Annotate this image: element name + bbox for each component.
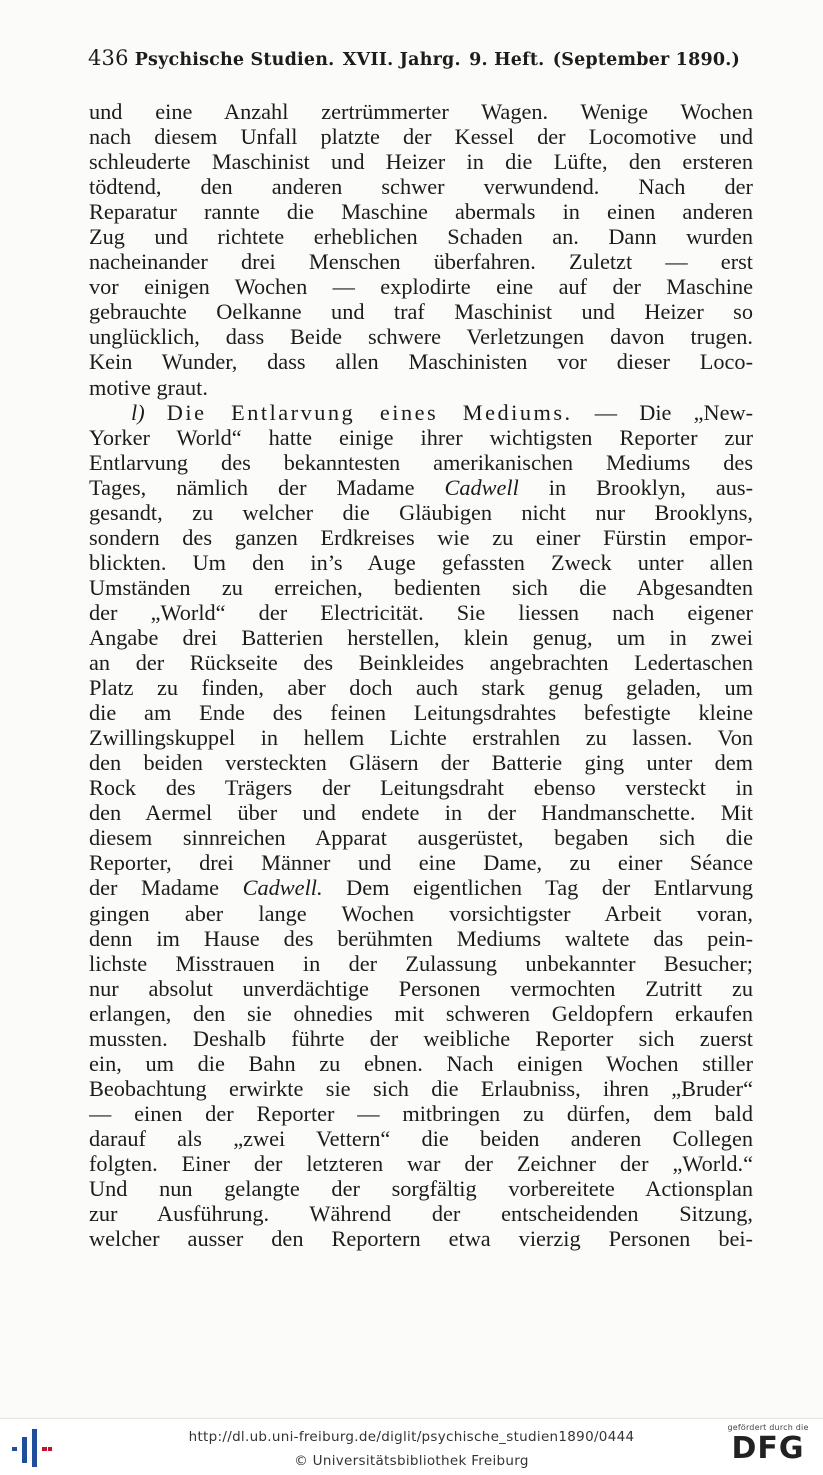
section-heading-rest: — Die „New- bbox=[594, 399, 753, 425]
text-line: blickten. Um den in’s Auge gefassten Zweck unter allen bbox=[89, 549, 753, 575]
text-line: Yorker World“ hatte einige ihrer wichtigsten Reporter zur bbox=[89, 424, 753, 450]
text-line: schleuderte Maschinist und Heizer in die Lüfte, den ersteren bbox=[89, 149, 753, 175]
issue-label: 9. Heft. bbox=[469, 50, 545, 70]
text-line: Entlarvung des bekanntesten amerikanischen Mediums des bbox=[89, 449, 753, 475]
text-line: nacheinander drei Menschen überfahren. Zuletzt — erst bbox=[89, 249, 753, 275]
text-line: tödtend, den anderen schwer verwundend. Nach der bbox=[89, 174, 753, 200]
text-line: an der Rückseite des Beinkleides angebrachten Ledertaschen bbox=[89, 650, 753, 676]
text-line: denn im Hause des berühmten Mediums waltete das pein- bbox=[89, 925, 753, 951]
text-line: Reparatur rannte die Maschine abermals in einen anderen bbox=[89, 199, 753, 225]
text-line: Beobachtung erwirkte sie sich die Erlaubniss, ihren „Bruder“ bbox=[89, 1075, 753, 1101]
text-fragment: Tages, nämlich der Madame bbox=[89, 474, 445, 500]
text-line: Kein Wunder, dass allen Maschinisten vor dieser Loco- bbox=[89, 349, 753, 375]
body-text bbox=[89, 99, 753, 1251]
text-line-cadwell bbox=[89, 875, 753, 900]
volume-label: XVII. Jahrg. bbox=[342, 50, 461, 70]
text-line: der „World“ der Electricität. Sie liessen nach eigener bbox=[89, 599, 753, 625]
text-line: ein, um die Bahn zu ebnen. Nach einigen Wochen stiller bbox=[89, 1050, 753, 1076]
text-line: Umständen zu erreichen, bedienten sich die Abgesandten bbox=[89, 574, 753, 600]
text-line: unglücklich, dass Beide schwere Verletzungen davon trugen. bbox=[89, 324, 753, 350]
text-line: den beiden versteckten Gläsern der Batterie ging unter dem bbox=[89, 750, 753, 776]
dfg-logo bbox=[723, 1423, 813, 1473]
text-line: vor einigen Wochen — explodirte eine auf der Maschine bbox=[89, 274, 753, 300]
text-line: Reporter, drei Männer und eine Dame, zu einer Séance bbox=[89, 850, 753, 876]
text-line: Zug und richtete erheblichen Schaden an. Dann wurden bbox=[89, 224, 753, 250]
text-line: gesandt, zu welcher die Gläubigen nicht nur Brooklyns, bbox=[89, 499, 753, 525]
text-line: folgten. Einer der letzteren war der Zeichner der „World.“ bbox=[89, 1150, 753, 1176]
text-line: sondern des ganzen Erdkreises wie zu einer Fürstin empor- bbox=[89, 524, 753, 550]
medium-name: Cadwell bbox=[444, 474, 519, 500]
text-line: Zwillingskuppel in hellem Lichte erstrahlen zu lassen. Von bbox=[89, 725, 753, 751]
text-line: mussten. Deshalb führte der weibliche Reporter sich zuerst bbox=[89, 1025, 753, 1051]
text-line: nach diesem Unfall platzte der Kessel der Locomotive und bbox=[89, 124, 753, 150]
text-line-cadwell bbox=[89, 475, 753, 500]
text-line: und eine Anzahl zertrümmerter Wagen. Wenige Wochen bbox=[89, 99, 753, 124]
section-title: Die Entlarvung eines Mediums. bbox=[166, 399, 573, 425]
running-header bbox=[88, 46, 740, 70]
text-line: gebrauchte Oelkanne und traf Maschinist und Heizer so bbox=[89, 299, 753, 325]
text-line: — einen der Reporter — mitbringen zu dürfen, dem bald bbox=[89, 1100, 753, 1126]
funder-caption: gefördert durch die bbox=[727, 1423, 809, 1432]
page-number: 436 bbox=[88, 46, 129, 70]
permalink-url[interactable]: http://dl.ub.uni-freiburg.de/diglit/psychische_studien1890/0444 bbox=[188, 1429, 635, 1445]
text-line: nur absolut unverdächtige Personen vermochten Zutritt zu bbox=[89, 975, 753, 1001]
text-line: diesem sinnreichen Apparat ausgerüstet, begaben sich die bbox=[89, 825, 753, 851]
text-fragment: in Brooklyn, aus- bbox=[518, 474, 753, 500]
text-line: welcher ausser den Reportern etwa vierzig Personen bei- bbox=[89, 1226, 753, 1252]
issue-date: (September 1890.) bbox=[552, 50, 740, 70]
text-line: erlangen, den sie ohnedies mit schweren Geldopfern erkaufen bbox=[89, 1000, 753, 1026]
text-line: gingen aber lange Wochen vorsichtigster Arbeit voran, bbox=[89, 900, 753, 926]
text-fragment: Dem eigentlichen Tag der Entlarvung bbox=[322, 875, 753, 901]
text-line: den Aermel über und endete in der Handmanschette. Mit bbox=[89, 800, 753, 826]
section-label: l) bbox=[131, 399, 145, 425]
medium-name: Cadwell. bbox=[242, 875, 323, 901]
text-line: zur Ausführung. Während der entscheidenden Sitzung, bbox=[89, 1201, 753, 1227]
copyright-notice: © Universitätsbibliothek Freiburg bbox=[294, 1453, 529, 1469]
journal-title: Psychische Studien. bbox=[134, 50, 335, 70]
text-line: lichste Misstrauen in der Zulassung unbekannter Besucher; bbox=[89, 950, 753, 976]
text-line: darauf als „zwei Vettern“ die beiden anderen Collegen bbox=[89, 1125, 753, 1151]
footer-bar bbox=[0, 1418, 823, 1475]
text-line: Angabe drei Batterien herstellen, klein genug, um in zwei bbox=[89, 624, 753, 650]
text-line: die am Ende des feinen Leitungsdrahtes befestigte kleine bbox=[89, 700, 753, 726]
text-fragment: der Madame bbox=[89, 875, 243, 901]
funder-logo-text: DFG bbox=[731, 1431, 805, 1466]
text-line: Rock des Trägers der Leitungsdraht ebenso versteckt in bbox=[89, 775, 753, 801]
text-line: Und nun gelangte der sorgfältig vorbereitete Actionsplan bbox=[89, 1176, 753, 1202]
text-line: motive graut. bbox=[89, 374, 208, 400]
text-line: Platz zu finden, aber doch auch stark genug geladen, um bbox=[89, 675, 753, 701]
section-heading-line bbox=[89, 400, 753, 425]
